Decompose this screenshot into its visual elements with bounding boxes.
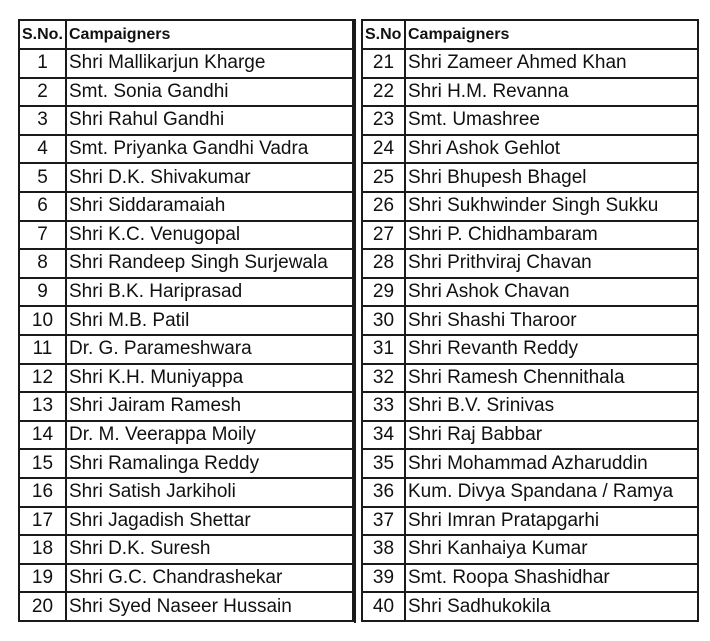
serial-number: 22 — [362, 78, 405, 107]
serial-number: 33 — [362, 392, 405, 421]
table-row — [362, 507, 698, 536]
table-row — [19, 478, 353, 507]
campaigner-name: Dr. M. Veerappa Moily — [66, 421, 353, 450]
table-row — [362, 421, 698, 450]
serial-number: 1 — [19, 49, 66, 78]
table-row — [19, 278, 353, 307]
header-row — [362, 20, 698, 49]
serial-number: 17 — [19, 507, 66, 536]
table-row — [362, 106, 698, 135]
serial-number: 6 — [19, 192, 66, 221]
campaigner-name: Shri Rahul Gandhi — [66, 106, 353, 135]
serial-number: 13 — [19, 392, 66, 421]
serial-number: 24 — [362, 135, 405, 164]
table-row — [362, 78, 698, 107]
serial-number: 8 — [19, 249, 66, 278]
table-row — [362, 592, 698, 621]
serial-number: 31 — [362, 335, 405, 364]
campaigner-name: Shri Kanhaiya Kumar — [405, 535, 698, 564]
serial-number: 32 — [362, 364, 405, 393]
sno-header: S.No — [362, 20, 405, 49]
table-row — [362, 364, 698, 393]
table-row — [362, 449, 698, 478]
serial-number: 34 — [362, 421, 405, 450]
table-row — [19, 106, 353, 135]
campaigner-name: Shri Satish Jarkiholi — [66, 478, 353, 507]
table-row — [362, 278, 698, 307]
campaigner-name: Shri B.V. Srinivas — [405, 392, 698, 421]
serial-number: 28 — [362, 249, 405, 278]
table-row — [362, 163, 698, 192]
campaigner-name: Shri Revanth Reddy — [405, 335, 698, 364]
campaigner-name: Shri Syed Naseer Hussain — [66, 592, 353, 621]
table-row — [19, 392, 353, 421]
serial-number: 5 — [19, 163, 66, 192]
campaigner-name: Shri D.K. Shivakumar — [66, 163, 353, 192]
table-separator — [354, 19, 361, 623]
sno-header: S.No. — [19, 20, 66, 49]
campaigner-name: Shri G.C. Chandrashekar — [66, 564, 353, 593]
serial-number: 40 — [362, 592, 405, 621]
campaigner-name: Shri B.K. Hariprasad — [66, 278, 353, 307]
campaigner-name: Shri Imran Pratapgarhi — [405, 507, 698, 536]
table-body — [362, 49, 698, 621]
serial-number: 18 — [19, 535, 66, 564]
serial-number: 12 — [19, 364, 66, 393]
table-row — [19, 163, 353, 192]
serial-number: 7 — [19, 221, 66, 250]
table-row — [19, 221, 353, 250]
campaigner-name: Smt. Umashree — [405, 106, 698, 135]
serial-number: 29 — [362, 278, 405, 307]
serial-number: 14 — [19, 421, 66, 450]
campaigner-name: Shri K.H. Muniyappa — [66, 364, 353, 393]
serial-number: 10 — [19, 306, 66, 335]
campaigner-name: Shri Ashok Chavan — [405, 278, 698, 307]
campaigner-name: Shri Raj Babbar — [405, 421, 698, 450]
serial-number: 9 — [19, 278, 66, 307]
table-row — [19, 192, 353, 221]
table-row — [19, 249, 353, 278]
campaigner-name: Shri Jairam Ramesh — [66, 392, 353, 421]
serial-number: 20 — [19, 592, 66, 621]
table-row — [362, 192, 698, 221]
serial-number: 37 — [362, 507, 405, 536]
table-row — [19, 507, 353, 536]
campaigner-name: Shri Jagadish Shettar — [66, 507, 353, 536]
serial-number: 25 — [362, 163, 405, 192]
table-row — [19, 306, 353, 335]
table-row — [362, 535, 698, 564]
table-row — [362, 564, 698, 593]
campaigner-name: Shri Randeep Singh Surjewala — [66, 249, 353, 278]
campaigner-name: Shri M.B. Patil — [66, 306, 353, 335]
serial-number: 30 — [362, 306, 405, 335]
table-row — [19, 449, 353, 478]
campaigner-name: Shri Ashok Gehlot — [405, 135, 698, 164]
table-row — [362, 392, 698, 421]
campaigners-header: Campaigners — [405, 20, 698, 49]
header-row — [19, 20, 353, 49]
campaigner-name: Shri P. Chidhambaram — [405, 221, 698, 250]
serial-number: 38 — [362, 535, 405, 564]
campaigner-name: Shri Ramesh Chennithala — [405, 364, 698, 393]
table-row — [19, 564, 353, 593]
campaigners-header: Campaigners — [66, 20, 353, 49]
campaigner-name: Shri Bhupesh Bhagel — [405, 163, 698, 192]
table-row — [19, 364, 353, 393]
campaigner-name: Kum. Divya Spandana / Ramya — [405, 478, 698, 507]
table-row — [19, 49, 353, 78]
table-row — [19, 135, 353, 164]
table-row — [19, 78, 353, 107]
table-row — [362, 135, 698, 164]
serial-number: 39 — [362, 564, 405, 593]
campaigner-name: Shri Sadhukokila — [405, 592, 698, 621]
table-row — [19, 421, 353, 450]
table-row — [362, 306, 698, 335]
serial-number: 16 — [19, 478, 66, 507]
table-row — [362, 221, 698, 250]
serial-number: 11 — [19, 335, 66, 364]
serial-number: 15 — [19, 449, 66, 478]
campaigner-name: Shri D.K. Suresh — [66, 535, 353, 564]
serial-number: 4 — [19, 135, 66, 164]
table-row — [362, 478, 698, 507]
campaigners-table-right — [361, 19, 699, 622]
campaigner-name: Smt. Priyanka Gandhi Vadra — [66, 135, 353, 164]
campaigner-name: Shri Mohammad Azharuddin — [405, 449, 698, 478]
table-row — [19, 335, 353, 364]
campaigner-name: Shri Zameer Ahmed Khan — [405, 49, 698, 78]
campaigner-name: Smt. Sonia Gandhi — [66, 78, 353, 107]
table-row — [362, 335, 698, 364]
campaigner-name: Shri Sukhwinder Singh Sukku — [405, 192, 698, 221]
table-body — [19, 49, 353, 621]
campaigners-table-left — [18, 19, 354, 622]
campaigner-name: Shri Shashi Tharoor — [405, 306, 698, 335]
serial-number: 2 — [19, 78, 66, 107]
campaigner-name: Shri Prithviraj Chavan — [405, 249, 698, 278]
serial-number: 3 — [19, 106, 66, 135]
serial-number: 23 — [362, 106, 405, 135]
campaigner-name: Shri K.C. Venugopal — [66, 221, 353, 250]
campaigner-name: Shri H.M. Revanna — [405, 78, 698, 107]
serial-number: 21 — [362, 49, 405, 78]
campaigner-name: Shri Siddaramaiah — [66, 192, 353, 221]
campaigner-name: Shri Mallikarjun Kharge — [66, 49, 353, 78]
table-row — [362, 49, 698, 78]
table-row — [362, 249, 698, 278]
table-row — [19, 592, 353, 621]
campaigner-name: Dr. G. Parameshwara — [66, 335, 353, 364]
serial-number: 19 — [19, 564, 66, 593]
campaigner-name: Smt. Roopa Shashidhar — [405, 564, 698, 593]
table-row — [19, 535, 353, 564]
serial-number: 36 — [362, 478, 405, 507]
serial-number: 35 — [362, 449, 405, 478]
serial-number: 26 — [362, 192, 405, 221]
campaigner-name: Shri Ramalinga Reddy — [66, 449, 353, 478]
serial-number: 27 — [362, 221, 405, 250]
